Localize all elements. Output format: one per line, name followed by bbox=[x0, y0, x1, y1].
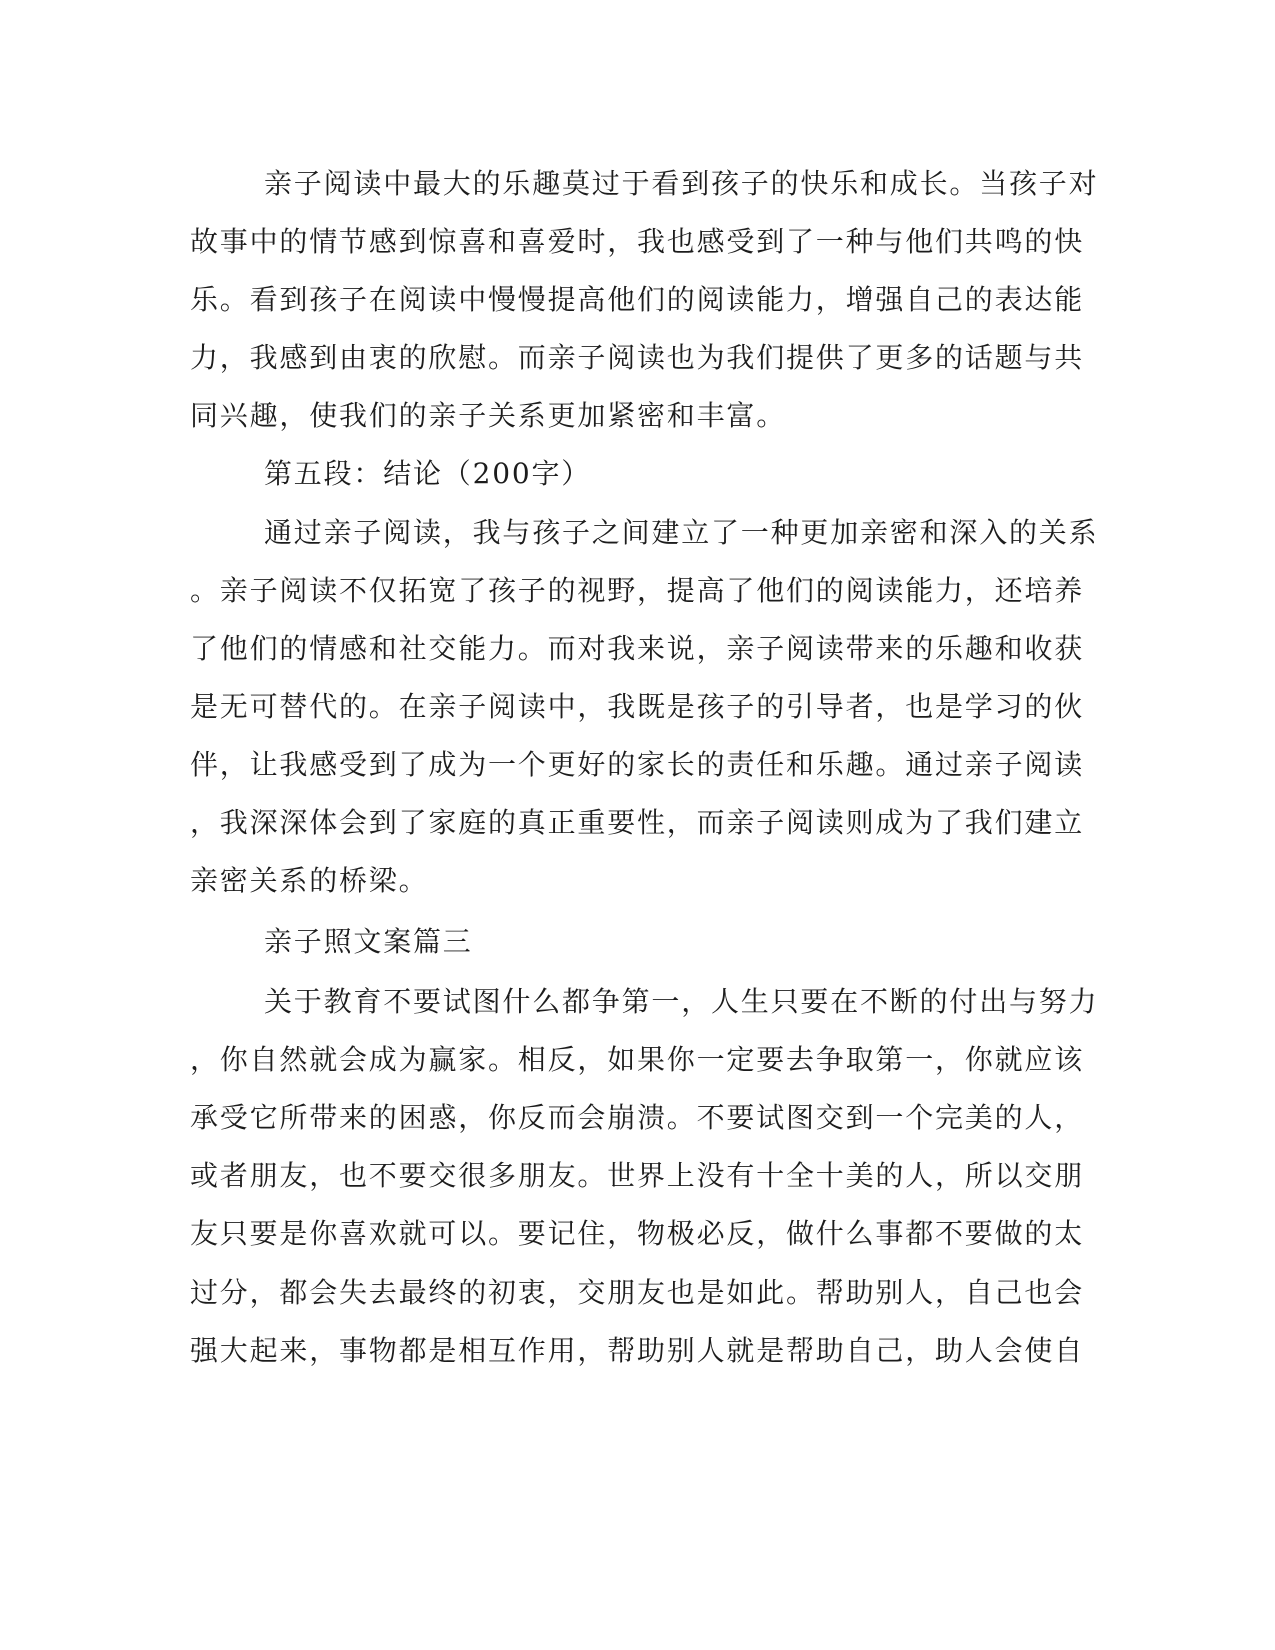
paragraph-4-line-3: 乐。看到孩子在阅读中慢慢提高他们的阅读能力，增强自己的表达能 bbox=[190, 283, 1085, 316]
article-heading-part-3: 亲子照文案篇三 bbox=[264, 925, 473, 958]
paragraph-6-line-2: ，你自然就会成为赢家。相反，如果你一定要去争取第一，你就应该 bbox=[190, 1043, 1085, 1076]
paragraph-4-line-1: 亲子阅读中最大的乐趣莫过于看到孩子的快乐和成长。当孩子对 bbox=[264, 167, 1099, 200]
paragraph-5-line-2: 。亲子阅读不仅拓宽了孩子的视野，提高了他们的阅读能力，还培养 bbox=[190, 574, 1085, 607]
section-heading-conclusion: 第五段：结论（200字） bbox=[264, 457, 592, 490]
paragraph-5-line-1: 通过亲子阅读，我与孩子之间建立了一种更加亲密和深入的关系 bbox=[264, 516, 1099, 549]
paragraph-6-line-4: 或者朋友，也不要交很多朋友。世界上没有十全十美的人，所以交朋 bbox=[190, 1159, 1085, 1192]
paragraph-5-line-6: ，我深深体会到了家庭的真正重要性，而亲子阅读则成为了我们建立 bbox=[190, 806, 1085, 839]
paragraph-4-line-5: 同兴趣，使我们的亲子关系更加紧密和丰富。 bbox=[190, 399, 787, 432]
paragraph-5-line-4: 是无可替代的。在亲子阅读中，我既是孩子的引导者，也是学习的伙 bbox=[190, 690, 1085, 723]
paragraph-4-line-2: 故事中的情节感到惊喜和喜爱时，我也感受到了一种与他们共鸣的快 bbox=[190, 225, 1085, 258]
paragraph-5-line-5: 伴，让我感受到了成为一个更好的家长的责任和乐趣。通过亲子阅读 bbox=[190, 748, 1085, 781]
paragraph-6-line-6: 过分，都会失去最终的初衷，交朋友也是如此。帮助别人，自己也会 bbox=[190, 1276, 1085, 1309]
paragraph-6-line-5: 友只要是你喜欢就可以。要记住，物极必反，做什么事都不要做的太 bbox=[190, 1217, 1085, 1250]
paragraph-5-line-7: 亲密关系的桥梁。 bbox=[190, 864, 429, 897]
paragraph-4-line-4: 力，我感到由衷的欣慰。而亲子阅读也为我们提供了更多的话题与共 bbox=[190, 341, 1085, 374]
paragraph-6-line-1: 关于教育不要试图什么都争第一，人生只要在不断的付出与努力 bbox=[264, 985, 1099, 1018]
paragraph-5-line-3: 了他们的情感和社交能力。而对我来说，亲子阅读带来的乐趣和收获 bbox=[190, 632, 1085, 665]
paragraph-6-line-3: 承受它所带来的困惑，你反而会崩溃。不要试图交到一个完美的人， bbox=[190, 1101, 1085, 1134]
paragraph-6-line-7: 强大起来，事物都是相互作用，帮助别人就是帮助自己，助人会使自 bbox=[190, 1334, 1085, 1367]
